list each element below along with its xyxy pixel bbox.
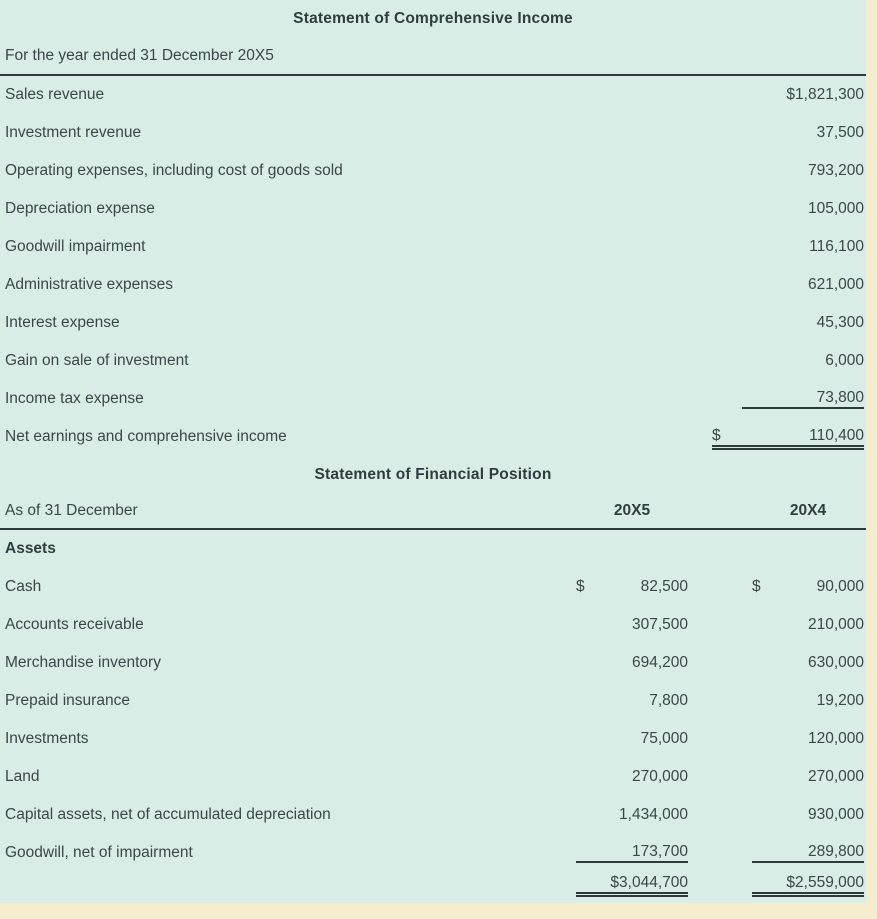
table-row bbox=[0, 152, 866, 190]
column-header-20x5: 20X5 bbox=[613, 501, 651, 519]
table-row bbox=[0, 758, 866, 796]
position-statement-header-row bbox=[0, 493, 866, 530]
row-value-double-underlined bbox=[712, 427, 864, 447]
table-row bbox=[0, 834, 866, 872]
currency-sign: $ bbox=[712, 427, 721, 444]
value-20x5 bbox=[576, 578, 688, 596]
section-heading-assets: Assets bbox=[5, 540, 56, 557]
amount: $3,044,700 bbox=[610, 874, 688, 891]
value-20x4 bbox=[752, 806, 864, 824]
value-20x5 bbox=[576, 806, 688, 824]
amount: $1,821,300 bbox=[786, 86, 864, 103]
table-row bbox=[0, 266, 866, 304]
position-statement-title: Statement of Financial Position bbox=[314, 465, 552, 483]
row-value bbox=[704, 86, 864, 104]
amount: 630,000 bbox=[807, 654, 864, 671]
value-20x4 bbox=[752, 692, 864, 710]
row-label: Operating expenses, including cost of goods sold bbox=[5, 162, 343, 179]
amount: 105,000 bbox=[807, 200, 864, 217]
amount: 45,300 bbox=[816, 314, 864, 331]
table-row bbox=[0, 568, 866, 606]
table-row bbox=[0, 304, 866, 342]
table-row bbox=[0, 342, 866, 380]
table-row bbox=[0, 796, 866, 834]
value-20x4-underlined bbox=[752, 843, 864, 863]
amount: 270,000 bbox=[807, 768, 864, 785]
income-statement-subtitle-row bbox=[0, 37, 866, 76]
table-row bbox=[0, 644, 866, 682]
amount: 116,100 bbox=[809, 238, 864, 255]
row-value bbox=[704, 276, 864, 294]
value-20x4 bbox=[752, 730, 864, 748]
row-label: Depreciation expense bbox=[5, 200, 155, 217]
currency-sign: $ bbox=[576, 578, 585, 595]
amount: 930,000 bbox=[807, 806, 864, 823]
row-label: Prepaid insurance bbox=[5, 692, 130, 709]
amount: $2,559,000 bbox=[786, 874, 864, 891]
row-label: Accounts receivable bbox=[5, 616, 144, 633]
total-20x5 bbox=[576, 874, 688, 894]
value-20x4 bbox=[752, 616, 864, 634]
section-heading-row bbox=[0, 530, 866, 568]
amount: 19,200 bbox=[816, 692, 864, 709]
table-row bbox=[0, 76, 866, 114]
amount: 90,000 bbox=[816, 578, 864, 595]
income-statement-title: Statement of Comprehensive Income bbox=[293, 9, 573, 27]
currency-sign: $ bbox=[752, 578, 761, 595]
value-20x5-underlined bbox=[576, 843, 688, 863]
table-row bbox=[0, 682, 866, 720]
row-value bbox=[704, 162, 864, 180]
value-20x4 bbox=[752, 768, 864, 786]
value-20x5 bbox=[576, 616, 688, 634]
position-statement bbox=[0, 456, 866, 902]
amount: 694,200 bbox=[631, 654, 688, 671]
amount: 289,800 bbox=[807, 843, 864, 860]
row-value bbox=[704, 314, 864, 332]
row-label: Investments bbox=[5, 730, 89, 747]
row-label: Gain on sale of investment bbox=[5, 352, 189, 369]
amount: 307,500 bbox=[631, 616, 688, 633]
amount: 621,000 bbox=[807, 276, 864, 293]
table-row bbox=[0, 380, 866, 418]
row-label: Land bbox=[5, 768, 40, 785]
amount: 7,800 bbox=[649, 692, 688, 709]
table-row bbox=[0, 228, 866, 266]
totals-row bbox=[0, 872, 866, 902]
income-statement bbox=[0, 0, 866, 456]
row-label: Investment revenue bbox=[5, 124, 142, 141]
table-row bbox=[0, 190, 866, 228]
amount: 37,500 bbox=[816, 124, 864, 141]
amount: 210,000 bbox=[807, 616, 864, 633]
table-row-total bbox=[0, 418, 866, 456]
table-row bbox=[0, 606, 866, 644]
row-value bbox=[704, 200, 864, 218]
total-20x4 bbox=[752, 874, 864, 894]
amount: 1,434,000 bbox=[619, 806, 688, 823]
amount: 6,000 bbox=[825, 352, 864, 369]
row-value bbox=[704, 238, 864, 256]
row-value bbox=[704, 352, 864, 370]
table-row bbox=[0, 720, 866, 758]
table-row bbox=[0, 114, 866, 152]
amount: 793,200 bbox=[807, 162, 864, 179]
amount: 173,700 bbox=[631, 843, 688, 860]
row-label: Interest expense bbox=[5, 314, 120, 331]
row-value bbox=[704, 124, 864, 142]
row-label: Goodwill, net of impairment bbox=[5, 844, 193, 861]
row-label: Goodwill impairment bbox=[5, 238, 146, 255]
row-label: Merchandise inventory bbox=[5, 654, 161, 671]
row-label: Net earnings and comprehensive income bbox=[5, 428, 287, 445]
row-label: Income tax expense bbox=[5, 390, 144, 407]
value-20x5 bbox=[576, 692, 688, 710]
value-20x4 bbox=[752, 654, 864, 672]
amount: 82,500 bbox=[640, 578, 688, 595]
value-20x5 bbox=[576, 654, 688, 672]
column-header-20x4: 20X4 bbox=[789, 501, 827, 519]
row-label: Cash bbox=[5, 578, 42, 595]
amount: 75,000 bbox=[640, 730, 688, 747]
amount: 120,000 bbox=[807, 730, 864, 747]
row-label: Administrative expenses bbox=[5, 276, 173, 293]
position-statement-subtitle: As of 31 December bbox=[5, 501, 138, 519]
row-value-underlined bbox=[742, 389, 864, 409]
amount: 73,800 bbox=[816, 389, 864, 406]
value-20x5 bbox=[576, 768, 688, 786]
value-20x4 bbox=[752, 578, 864, 596]
value-20x5 bbox=[576, 730, 688, 748]
row-label: Sales revenue bbox=[5, 86, 105, 103]
row-label: Capital assets, net of accumulated depreciation bbox=[5, 806, 331, 823]
amount: 270,000 bbox=[631, 768, 688, 785]
amount: 110,400 bbox=[809, 427, 864, 444]
income-statement-subtitle: For the year ended 31 December 20X5 bbox=[5, 46, 274, 64]
